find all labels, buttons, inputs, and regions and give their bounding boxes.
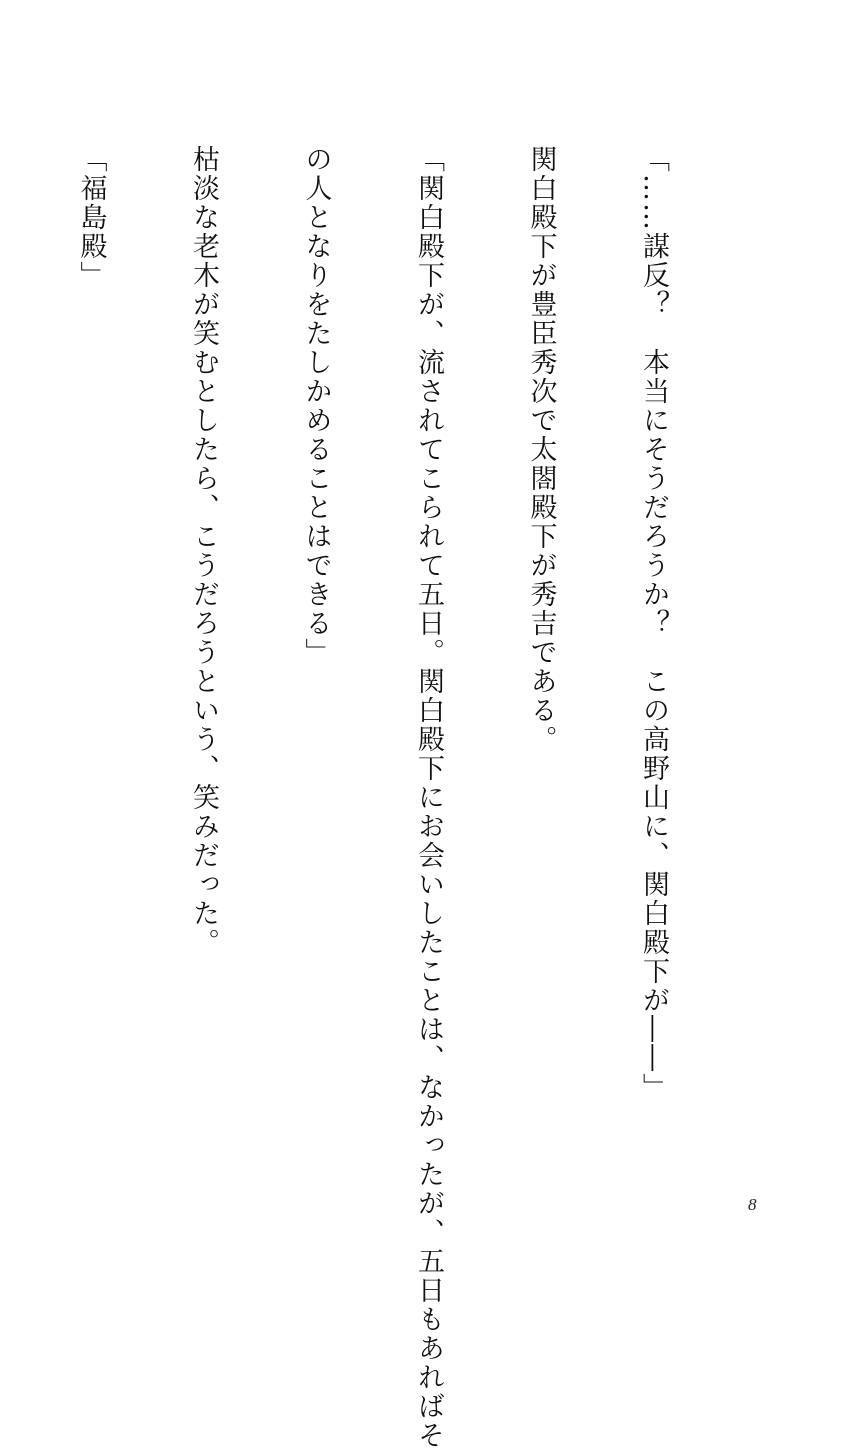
text-line: 枯淡な老木が笑むとしたら、こうだろうという、笑みだった。 (188, 145, 219, 957)
vertical-text-body (0, 145, 747, 1450)
text-line: 「……謀反？ 本当にそうだろうか？ この高野山に、関白殿下が――」 (638, 145, 669, 1102)
text-line: 「福島殿」 (75, 145, 107, 290)
text-line: 「関白殿下が、流されてこられて五日。関白殿下にお会いしたことは、なかったが、五日もあればそ (413, 145, 444, 1450)
text-line: の人となりをたしかめることはできる」 (300, 145, 332, 667)
page-number: 8 (748, 1195, 757, 1214)
text-line: 関白殿下が豊臣秀次で太閤殿下が秀吉である。 (525, 145, 557, 754)
